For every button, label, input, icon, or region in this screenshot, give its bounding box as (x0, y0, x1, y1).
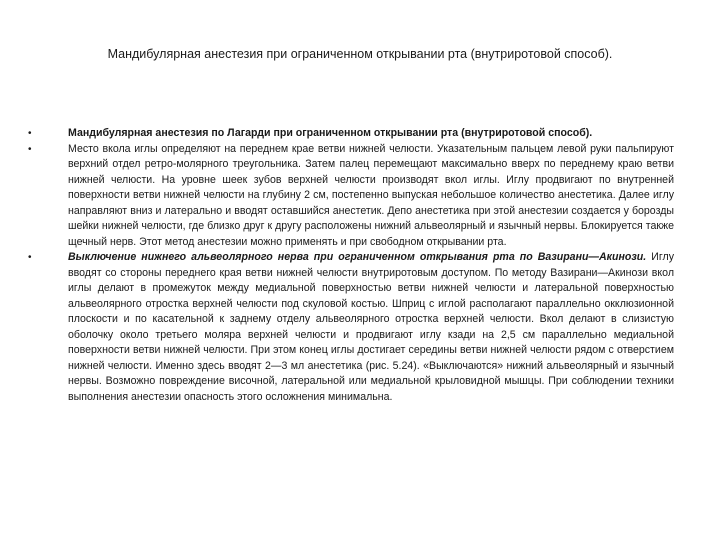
item-text: Место вкола иглы определяют на переднем крае ветви нижней челюсти. Указательным пальцем левой руки пальпируют верхний отдел ретро-молярного треугольника. Затем палец перемещают максимально вверх по переднему краю ветви нижней челюсти. На уровне шеек зубов верхней челюсти производят вкол иглы. Иглу продвигают по внутренней поверхности ветви нижней челюсти на глубину 2 см, постепенно выпуская небольшое количество анестетика. Далее иглу направляют вниз и латерально и вводят оставшийся анестетик. Депо анестетика при этой анестезии создается у борозды шейки нижней челюсти, где близко друг к другу расположены нижний альвеолярный и язычный нервы. Блокируется также щечный нерв. Этот метод анестезии можно применять и при свободном открывании рта. (68, 142, 674, 248)
item-text: Иглу вводят со стороны переднего края ветви нижней челюсти внутриротовым доступом. По методу Вазирани—Акинози вкол иглы делают в промежуток между медиальной поверхностью ветви нижней челюсти и латеральной поверхностью альвеолярного отростка верхней челюсти под скуловой костью. Шприц с иглой располагают параллельно окклюзионной плоскости и по касательной к заднему отделу альвеолярного отростка верхней челюсти. Вкол делают в слизистую оболочку около третьего моляра верхней челюсти и продвигают иглу кзади на 2,5 см параллельно медиальной поверхности ветви нижней челюсти. При этом конец иглы достигает середины ветви нижней челюсти рядом с отверстием нижней челюсти. Именно здесь вводят 2—3 мл анестетика (рис. 5.24). «Выключаются» нижний альвеолярный и язычный нервы. Возможно повреждение височной, латеральной или медиальной крыловидной мышцы. При соблюдении техники выполнения анестезии опасность этого осложнения минимальна. (68, 251, 675, 403)
item-heading: Мандибулярная анестезия по Лагарди при ограниченном открывании рта (внутриротовой способ). (68, 127, 593, 139)
bullet-icon: • (28, 128, 32, 139)
list-item (28, 142, 674, 251)
item-heading: Выключение нижнего альвеолярного нерва при ограниченном открывания рта по Вазирани—Акинози. (68, 251, 647, 263)
list-item (28, 126, 674, 142)
bullet-list (28, 126, 675, 405)
list-item (28, 250, 675, 405)
bullet-icon: • (28, 252, 32, 263)
slide-title: Мандибулярная анестезия при ограниченном открывании рта (внутриротовой способ). (107, 47, 613, 61)
bullet-icon: • (28, 143, 32, 155)
